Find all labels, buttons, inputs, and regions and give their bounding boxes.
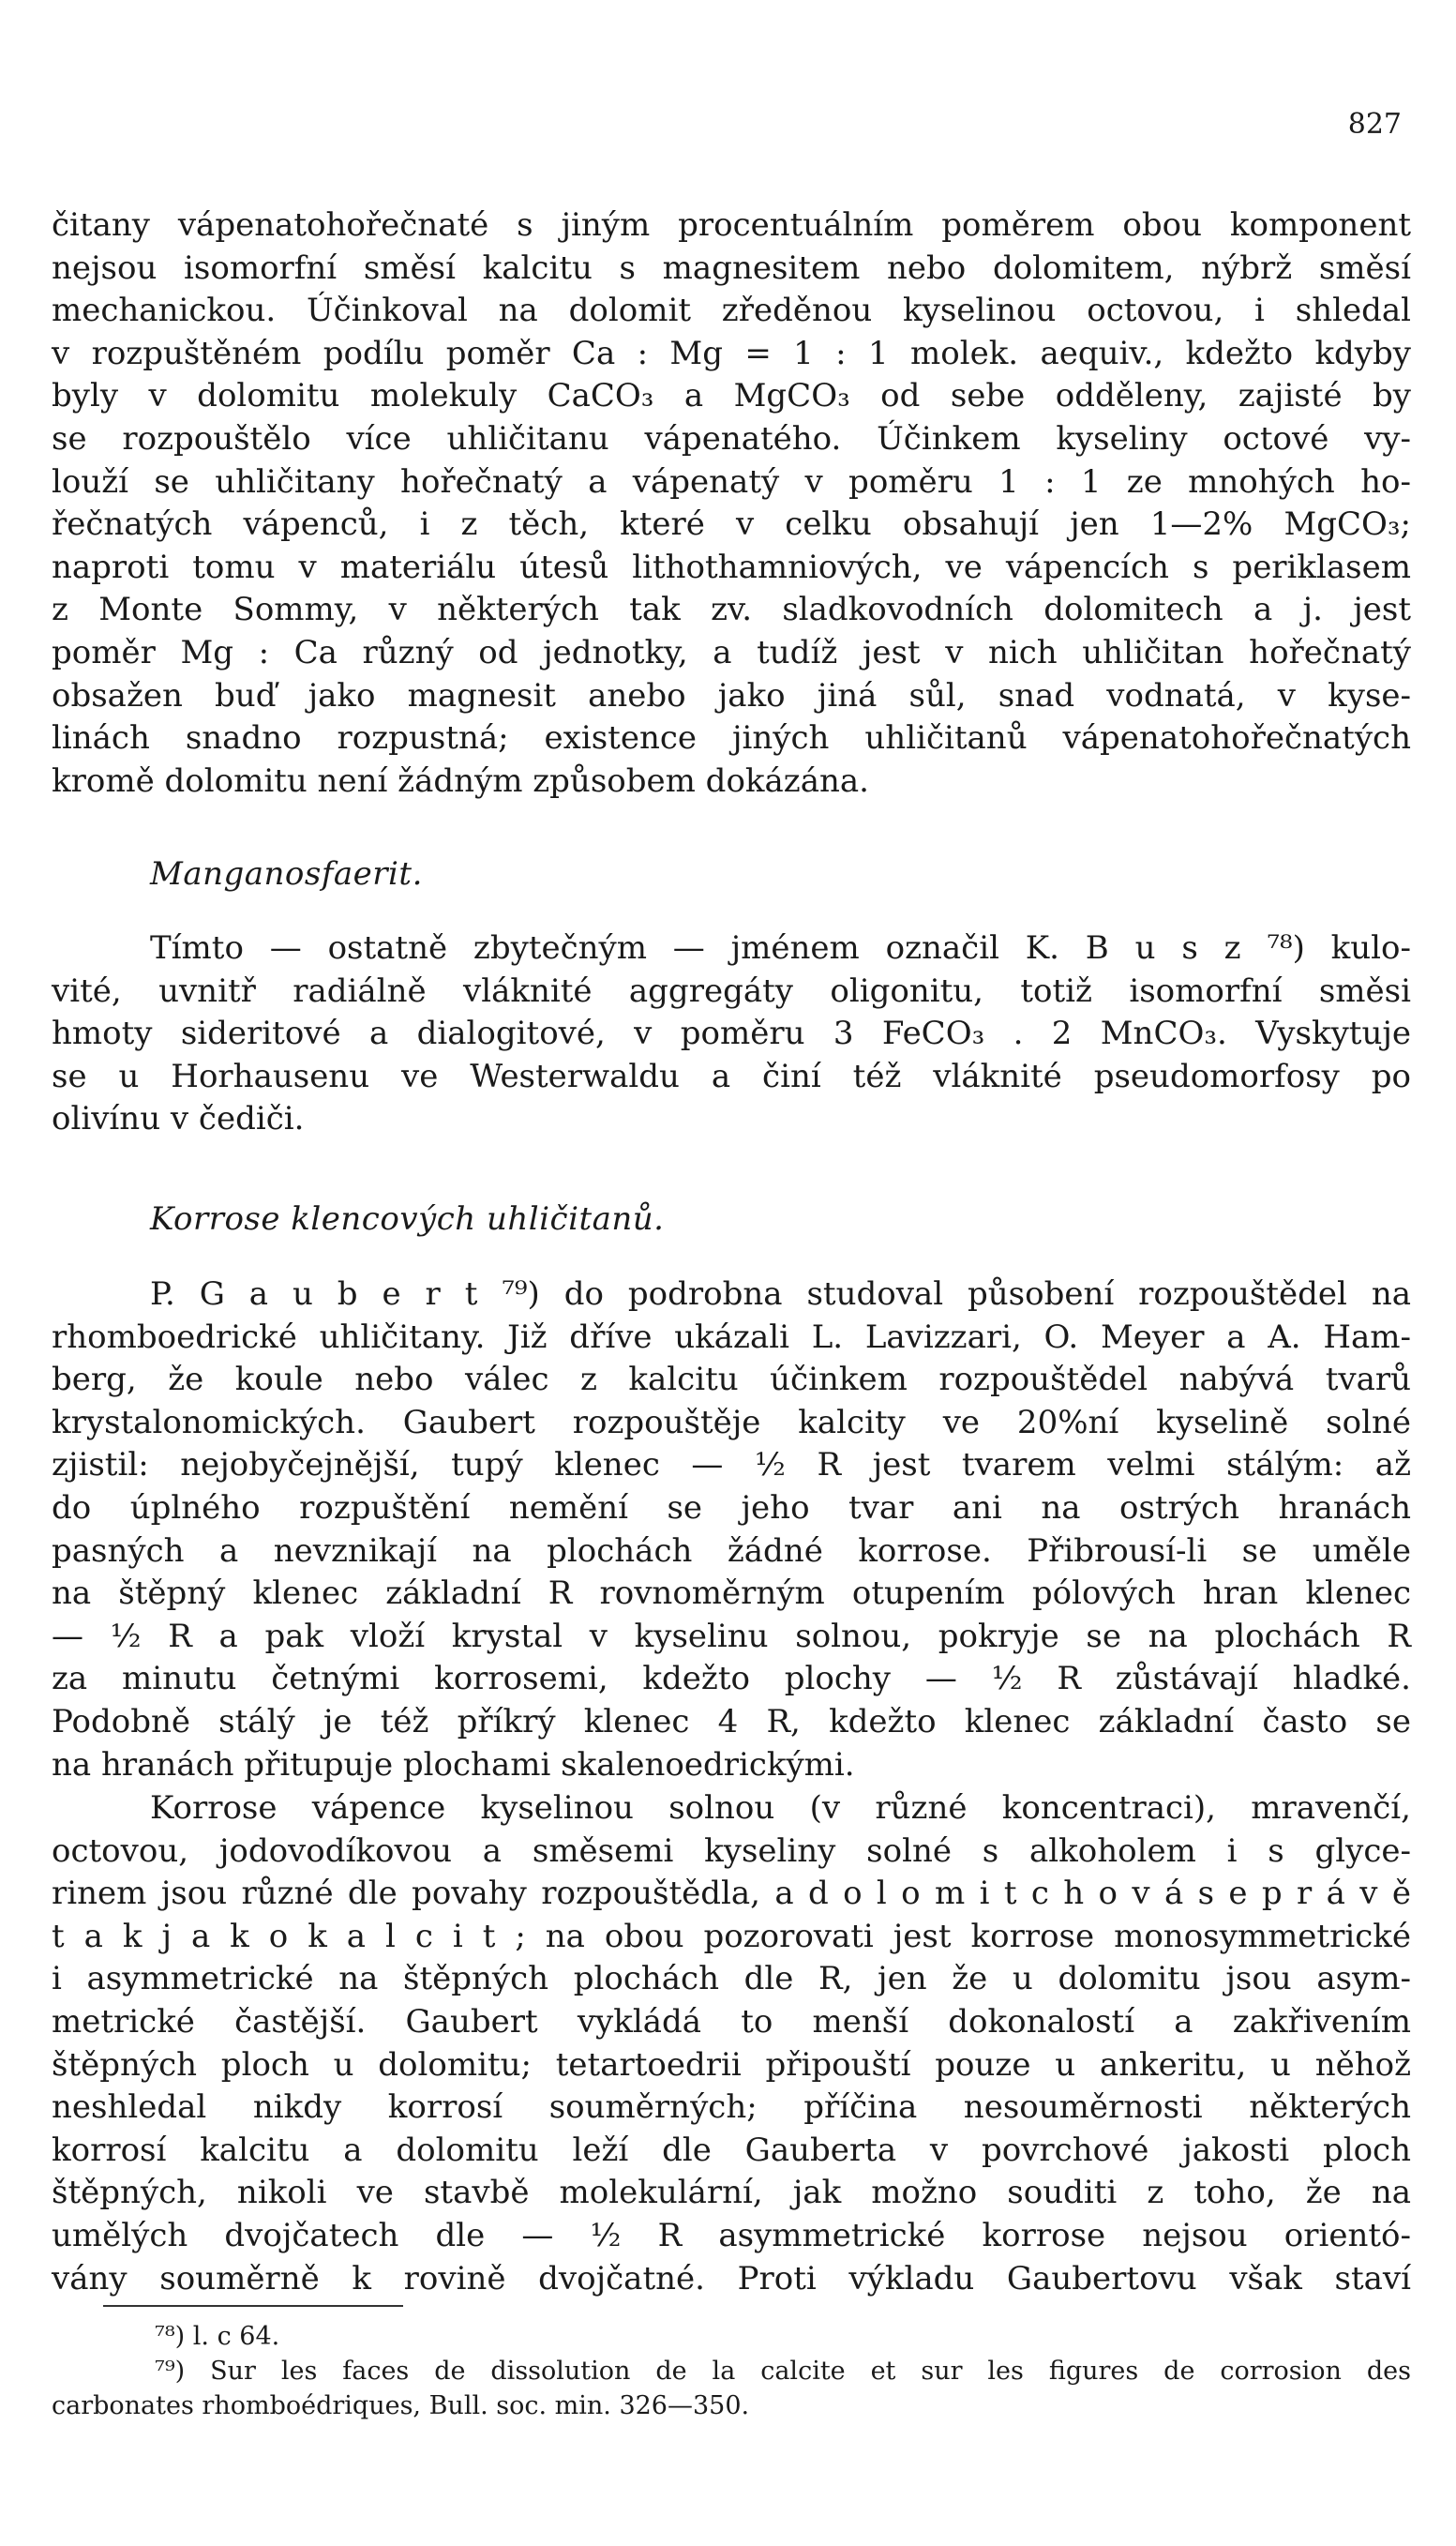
paragraph-korrose-vapence bbox=[52, 1787, 1411, 2300]
text-line: se rozpouštělo více uhličitanu vápenatého. Účinkem kyseliny octové vy- bbox=[52, 419, 1411, 458]
text-line: v rozpuštěném podílu poměr Ca : Mg = 1 : 1 molek. aequiv., kdežto kdyby bbox=[52, 334, 1411, 372]
text-line: krystalonomických. Gaubert rozpouštěje kalcity ve 20%ní kyselině solné bbox=[52, 1403, 1411, 1441]
paragraph-manganosfaerit bbox=[52, 927, 1411, 1141]
text-line: naproti tomu v materiálu útesů lithothamniových, ve vápencích s periklasem bbox=[52, 548, 1411, 586]
text-line: čitany vápenatohořečnaté s jiným procentuálním poměrem obou komponent bbox=[52, 206, 1411, 244]
text-line: rinem jsou různé dle povahy rozpouštědla, a d o l o m i t c h o v á s e p r á v ě bbox=[52, 1875, 1411, 1913]
text-line: vité, uvnitř radiálně vláknité aggregáty oligonitu, totiž isomorfní směsi bbox=[52, 972, 1411, 1010]
text-line: i asymmetrické na štěpných plochách dle R, jen že u dolomitu jsou asym- bbox=[52, 1960, 1411, 1998]
paragraph-continued bbox=[52, 204, 1411, 803]
footnote-divider bbox=[103, 2305, 403, 2307]
text-line: Tímto — ostatně zbytečným — jménem označil K. B u s z ⁷⁸) kulo- bbox=[150, 929, 1411, 967]
text-line: štěpných ploch u dolomitu; tetartoedrii připouští pouze u ankeritu, u něhož bbox=[52, 2045, 1411, 2084]
text-line: pasných a nevznikají na plochách žádné korrose. Přibrousí-li se uměle bbox=[52, 1531, 1411, 1570]
text-line: — ½ R a pak vloží krystal v kyselinu solnou, pokryje se na plochách R bbox=[52, 1617, 1411, 1655]
footnotes bbox=[52, 2319, 1411, 2423]
text-line: na štěpný klenec základní R rovnoměrným otupením pólových hran klenec bbox=[52, 1574, 1411, 1613]
text-line: obsažen buď jako magnesit anebo jako jiná sůl, snad vodnatá, v kyse- bbox=[52, 676, 1411, 715]
text-line: řečnatých vápenců, i z těch, které v celku obsahují jen 1—2% MgCO₃; bbox=[52, 505, 1411, 544]
text-line: za minutu četnými korrosemi, kdežto plochy — ½ R zůstávají hladké. bbox=[52, 1660, 1411, 1698]
footnote-79: ⁷⁹) Sur les faces de dissolution de la calcite et sur les figures de corrosion des bbox=[155, 2357, 1411, 2386]
text-line: olivínu v čediči. bbox=[52, 1100, 305, 1138]
text-line: mechanickou. Účinkoval na dolomit zředěnou kyselinou octovou, i shledal bbox=[52, 292, 1411, 330]
paragraph-gaubert bbox=[52, 1273, 1411, 1786]
text-line: korrosí kalcitu a dolomitu leží dle Gauberta v povrchové jakosti ploch bbox=[52, 2131, 1411, 2169]
text-line: na hranách přitupuje plochami skalenoedrickými. bbox=[52, 1745, 855, 1784]
text-line: se u Horhausenu ve Westerwaldu a činí též vláknité pseudomorfosy po bbox=[52, 1057, 1411, 1095]
text-line: zjistil: nejobyčejnější, tupý klenec — ½ R jest tvarem velmi stálým: až bbox=[52, 1446, 1411, 1484]
text-line: do úplného rozpuštění nemění se jeho tvar ani na ostrých hranách bbox=[52, 1488, 1411, 1527]
text-line: rhomboedrické uhličitany. Již dříve ukázali L. Lavizzari, O. Meyer a A. Ham- bbox=[52, 1318, 1411, 1356]
text-line: byly v dolomitu molekuly CaCO₃ a MgCO₃ od sebe odděleny, zajisté by bbox=[52, 377, 1411, 415]
text-line: nejsou isomorfní směsí kalcitu s magnesitem nebo dolomitem, nýbrž směsí bbox=[52, 249, 1411, 287]
section-heading-korrose: Korrose klencových uhličitanů. bbox=[150, 1200, 665, 1238]
text-line: kromě dolomitu není žádným způsobem dokázána. bbox=[52, 761, 869, 800]
text-line: hmoty sideritové a dialogitové, v poměru 3 FeCO₃ . 2 MnCO₃. Vyskytuje bbox=[52, 1015, 1411, 1053]
text-line: Korrose vápence kyselinou solnou (v různé koncentraci), mravenčí, bbox=[150, 1789, 1411, 1827]
text-line: z Monte Sommy, v některých tak zv. sladkovodních dolomitech a j. jest bbox=[52, 591, 1411, 629]
text-line: louží se uhličitany hořečnatý a vápenatý v poměru 1 : 1 ze mnohých ho- bbox=[52, 462, 1411, 501]
text-line: octovou, jodovodíkovou a směsemi kyseliny solné s alkoholem i s glyce- bbox=[52, 1831, 1411, 1870]
page-number: 827 bbox=[1347, 108, 1402, 141]
text-line: poměr Mg : Ca různý od jednotky, a tudíž jest v nich uhličitan hořečnatý bbox=[52, 633, 1411, 671]
text-line: štěpných, nikoli ve stavbě molekulární, jak možno souditi z toho, že na bbox=[52, 2174, 1411, 2212]
text-line: metrické častější. Gaubert vykládá to menší dokonalostí a zakřivením bbox=[52, 2002, 1411, 2041]
text-line: t a k j a k o k a l c i t ; na obou pozorovati jest korrose monosymmetrické bbox=[52, 1917, 1411, 1955]
text-line: linách snadno rozpustná; existence jiných uhličitanů vápenatohořečnatých bbox=[52, 719, 1411, 758]
text-line: umělých dvojčatech dle — ½ R asymmetrické korrose nejsou orientó- bbox=[52, 2216, 1411, 2254]
text-line: Podobně stálý je též příkrý klenec 4 R, kdežto klenec základní často se bbox=[52, 1702, 1411, 1740]
text-line: vány souměrně k rovině dvojčatné. Proti výkladu Gaubertovu však staví bbox=[52, 2259, 1411, 2297]
section-heading-manganosfaerit: Manganosfaerit. bbox=[150, 855, 423, 893]
footnote-78: ⁷⁸) l. c 64. bbox=[155, 2322, 280, 2351]
text-line: berg, že koule nebo válec z kalcitu účinkem rozpouštědel nabývá tvarů bbox=[52, 1361, 1411, 1399]
text-line: neshledal nikdy korrosí souměrných; příčina nesouměrnosti některých bbox=[52, 2088, 1411, 2127]
text-line: P. G a u b e r t ⁷⁹) do podrobna studoval působení rozpouštědel na bbox=[150, 1275, 1411, 1313]
footnote-79-continued: carbonates rhomboédriques, Bull. soc. min. 326—350. bbox=[52, 2391, 750, 2420]
